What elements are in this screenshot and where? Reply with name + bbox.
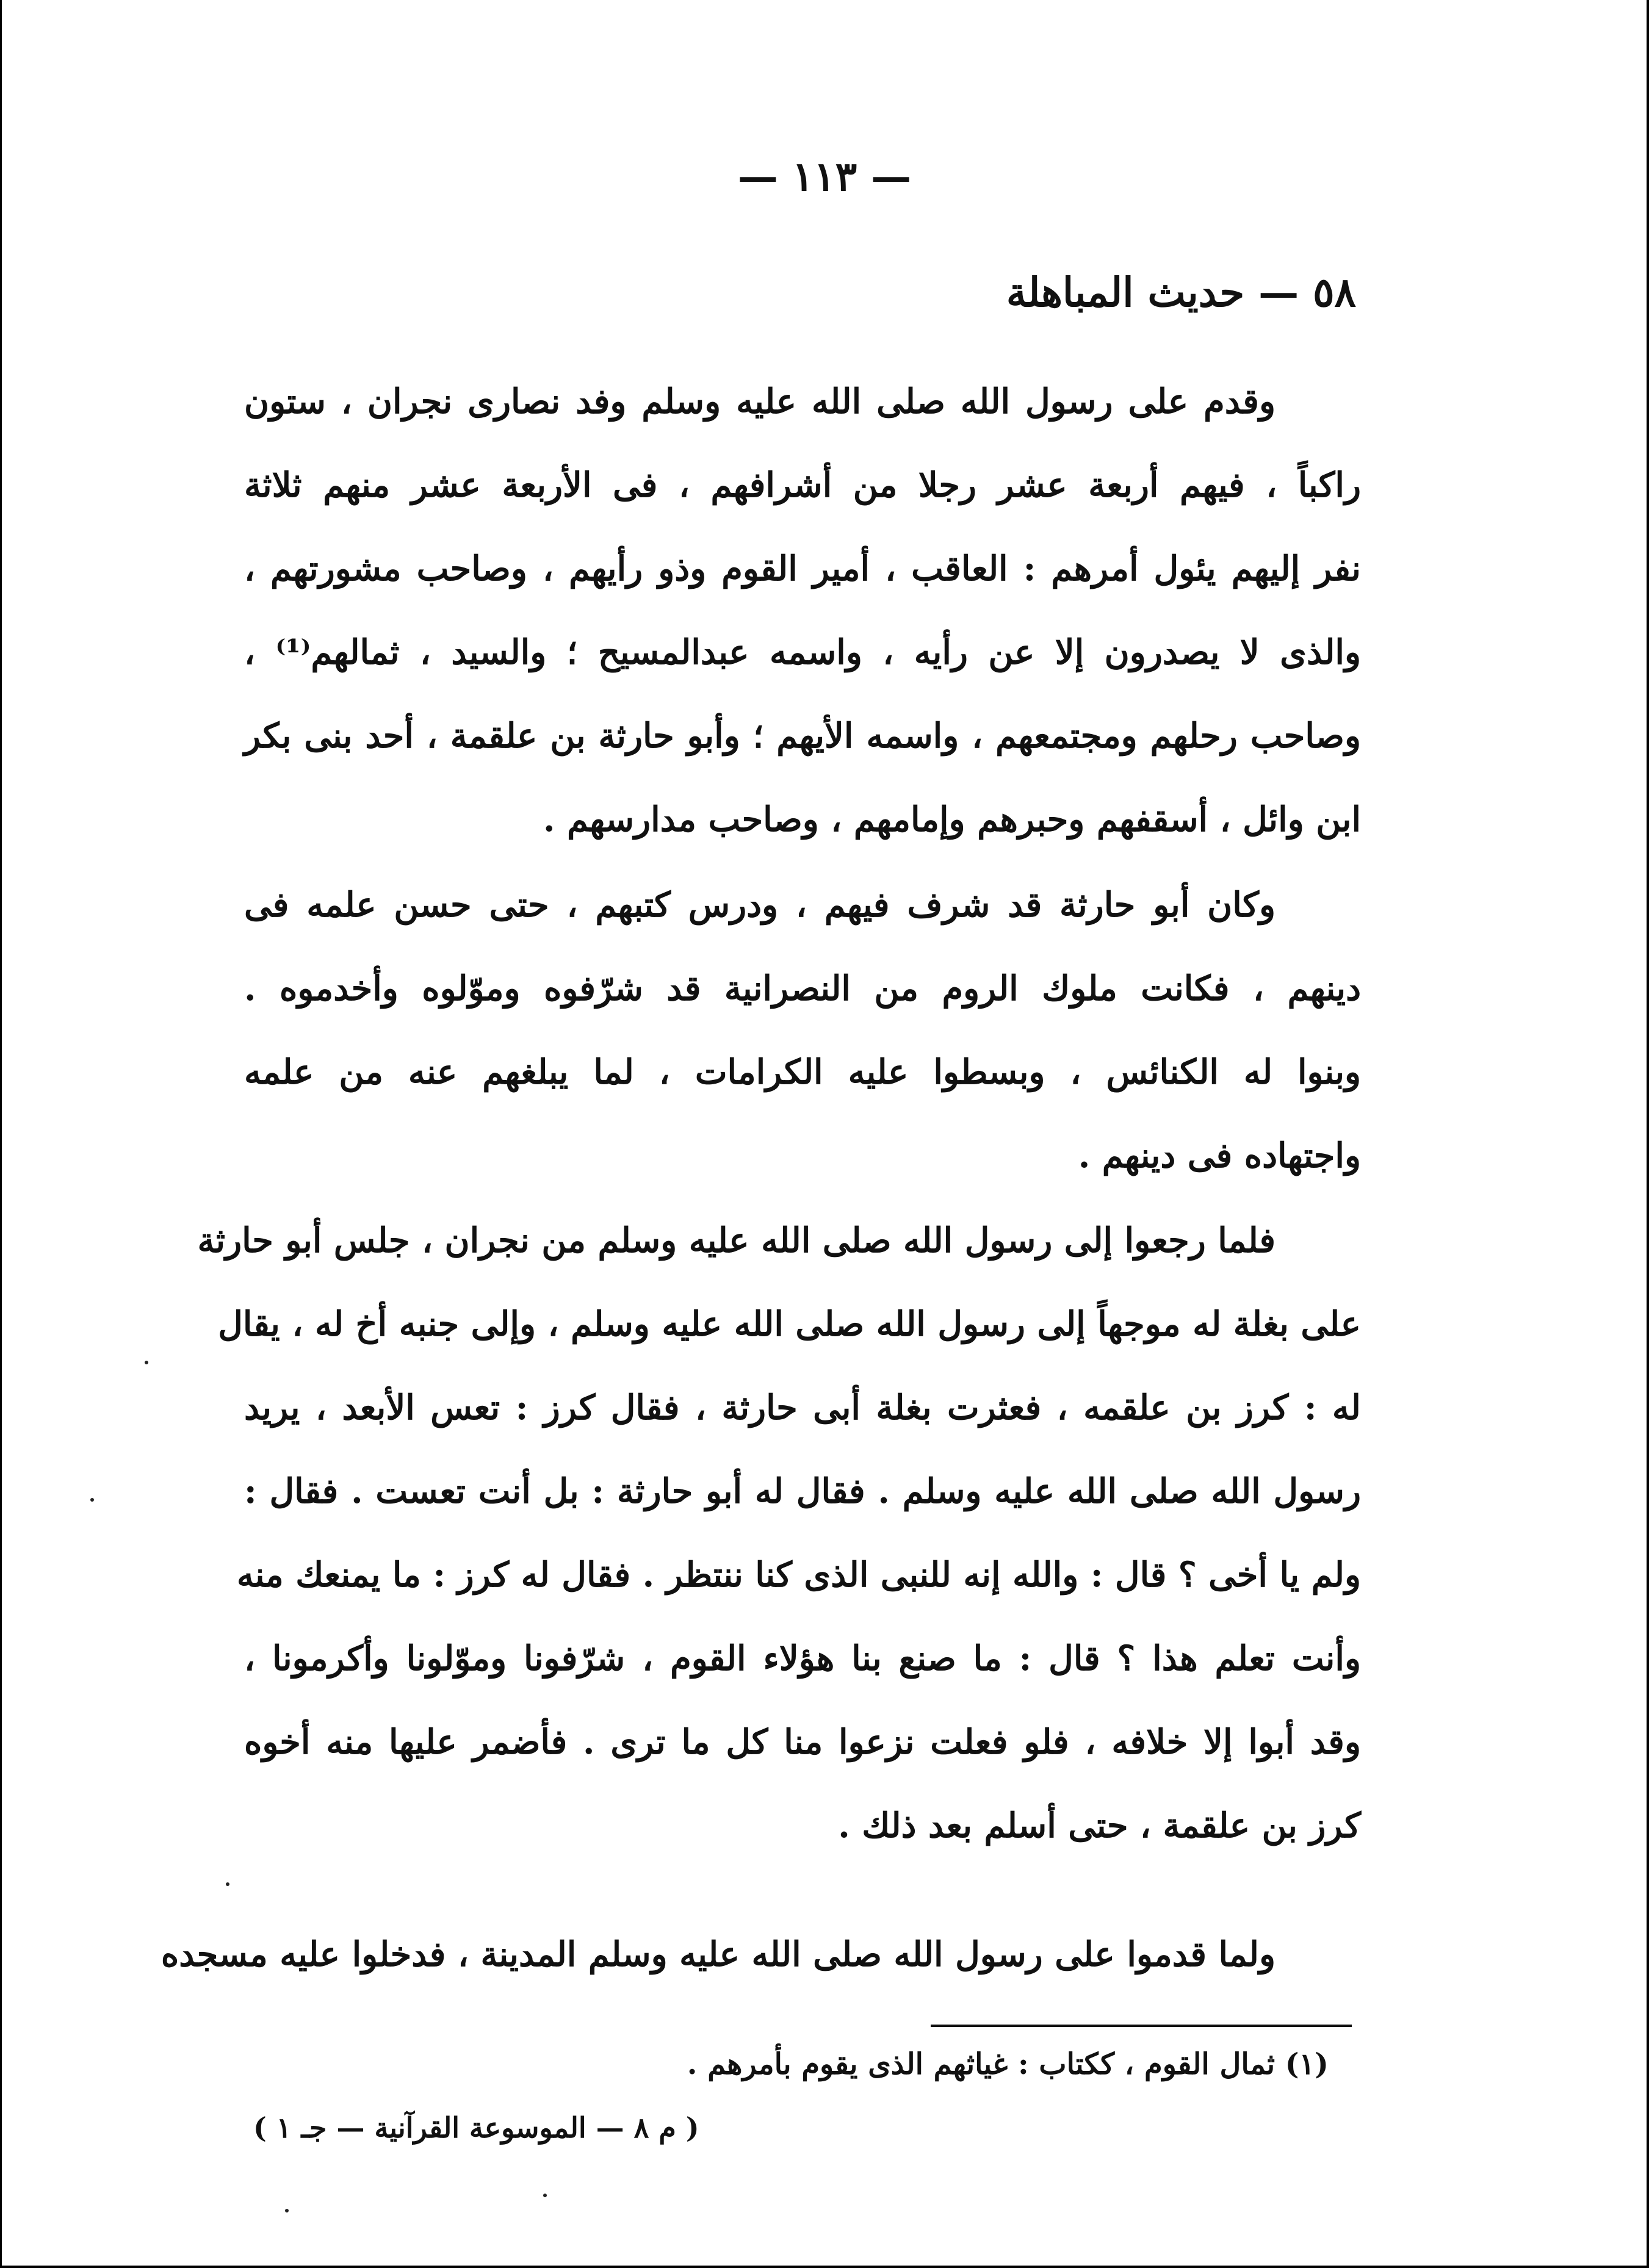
text-line: والذى لا يصدرون إلا عن رأيه ، واسمه عبدالمسيح ؛ والسيد ، ثمالهم⁽¹⁾ ، [244,632,1362,672]
scan-speck [226,1882,229,1886]
text-line: راكباً ، فيهم أربعة عشر رجلا من أشرافهم ، فى الأربعة عشر منهم ثلاثة [244,465,1361,505]
text-line: ولما قدموا على رسول الله صلى الله عليه وسلم المدينة ، فدخلوا عليه مسجده [161,1934,1276,1975]
text-line: وقدم على رسول الله صلى الله عليه وسلم وفد نصارى نجران ، ستون [244,381,1276,422]
scan-speck [285,2209,289,2212]
scan-border-bottom [0,2266,1649,2268]
text-line: له : كرز بن علقمه ، فعثرت بغلة أبى حارثة ، فقال كرز : تعس الأبعد ، يريد [244,1388,1361,1428]
text-line: وأنت تعلم هذا ؟ قال : ما صنع بنا هؤلاء القوم ، شرّفونا وموّلونا وأكرمونا ، [244,1638,1361,1679]
text-line: نفر إليهم يئول أمرهم : العاقب ، أمير القوم وذو رأيهم ، وصاحب مشورتهم ، [244,549,1361,589]
scan-speck [543,2194,547,2197]
paragraph-3 [197,1199,1361,1868]
footnote-divider [931,2025,1352,2027]
footnote: (١) ثمال القوم ، ككتاب : غياثهم الذى يقوم بأمرهم . [687,2047,1329,2081]
text-line: وبنوا له الكنائس ، وبسطوا عليه الكرامات ، لما يبلغهم عنه من علمه [244,1052,1361,1092]
paragraph-2 [244,863,1361,1198]
text-line: كرز بن علقمة ، حتى أسلم بعد ذلك . [838,1805,1361,1846]
scan-border-right [1647,0,1649,2268]
text-line: واجتهاده فى دينهم . [1078,1136,1361,1176]
scan-speck [90,1498,94,1502]
scan-border-left [0,0,2,2268]
text-line: على بغلة له موجهاً إلى رسول الله صلى الله عليه وسلم ، وإلى جنبه أخ له ، يقال [218,1304,1361,1344]
page-number: — ١١٣ — [737,153,912,200]
text-line: دينهم ، فكانت ملوك الروم من النصرانية قد شرّفوه وموّلوه وأخدموه . [244,968,1362,1009]
text-line: ابن وائل ، أسقفهم وحبرهم وإمامهم ، وصاحب مدارسهم . [543,799,1361,840]
text-line: رسول الله صلى الله عليه وسلم . فقال له أبو حارثة : بل أنت تعست . فقال : [244,1471,1361,1511]
printer-signature: ( م ٨ — الموسوعة القرآنية — جـ ١ ) [253,2111,699,2144]
text-line: فلما رجعوا إلى رسول الله صلى الله عليه وسلم من نجران ، جلس أبو حارثة [197,1220,1276,1261]
section-heading: ٥٨ — حديث المباهلة [1006,268,1356,316]
text-line: ولم يا أخى ؟ قال : والله إنه للنبى الذى كنا ننتظر . فقال له كرز : ما يمنعك منه [236,1555,1361,1595]
text-line: وصاحب رحلهم ومجتمعهم ، واسمه الأيهم ؛ وأبو حارثة بن علقمة ، أحد بنى بكر [244,716,1361,756]
paragraph-1 [244,360,1361,862]
paragraph-4 [161,1913,1361,1996]
text-line: وكان أبو حارثة قد شرف فيهم ، ودرس كتبهم ، حتى حسن علمه فى [244,885,1276,925]
text-line: وقد أبوا إلا خلافه ، فلو فعلت نزعوا منا كل ما ترى . فأضمر عليها منه أخوه [244,1722,1361,1762]
scan-speck [145,1361,148,1364]
